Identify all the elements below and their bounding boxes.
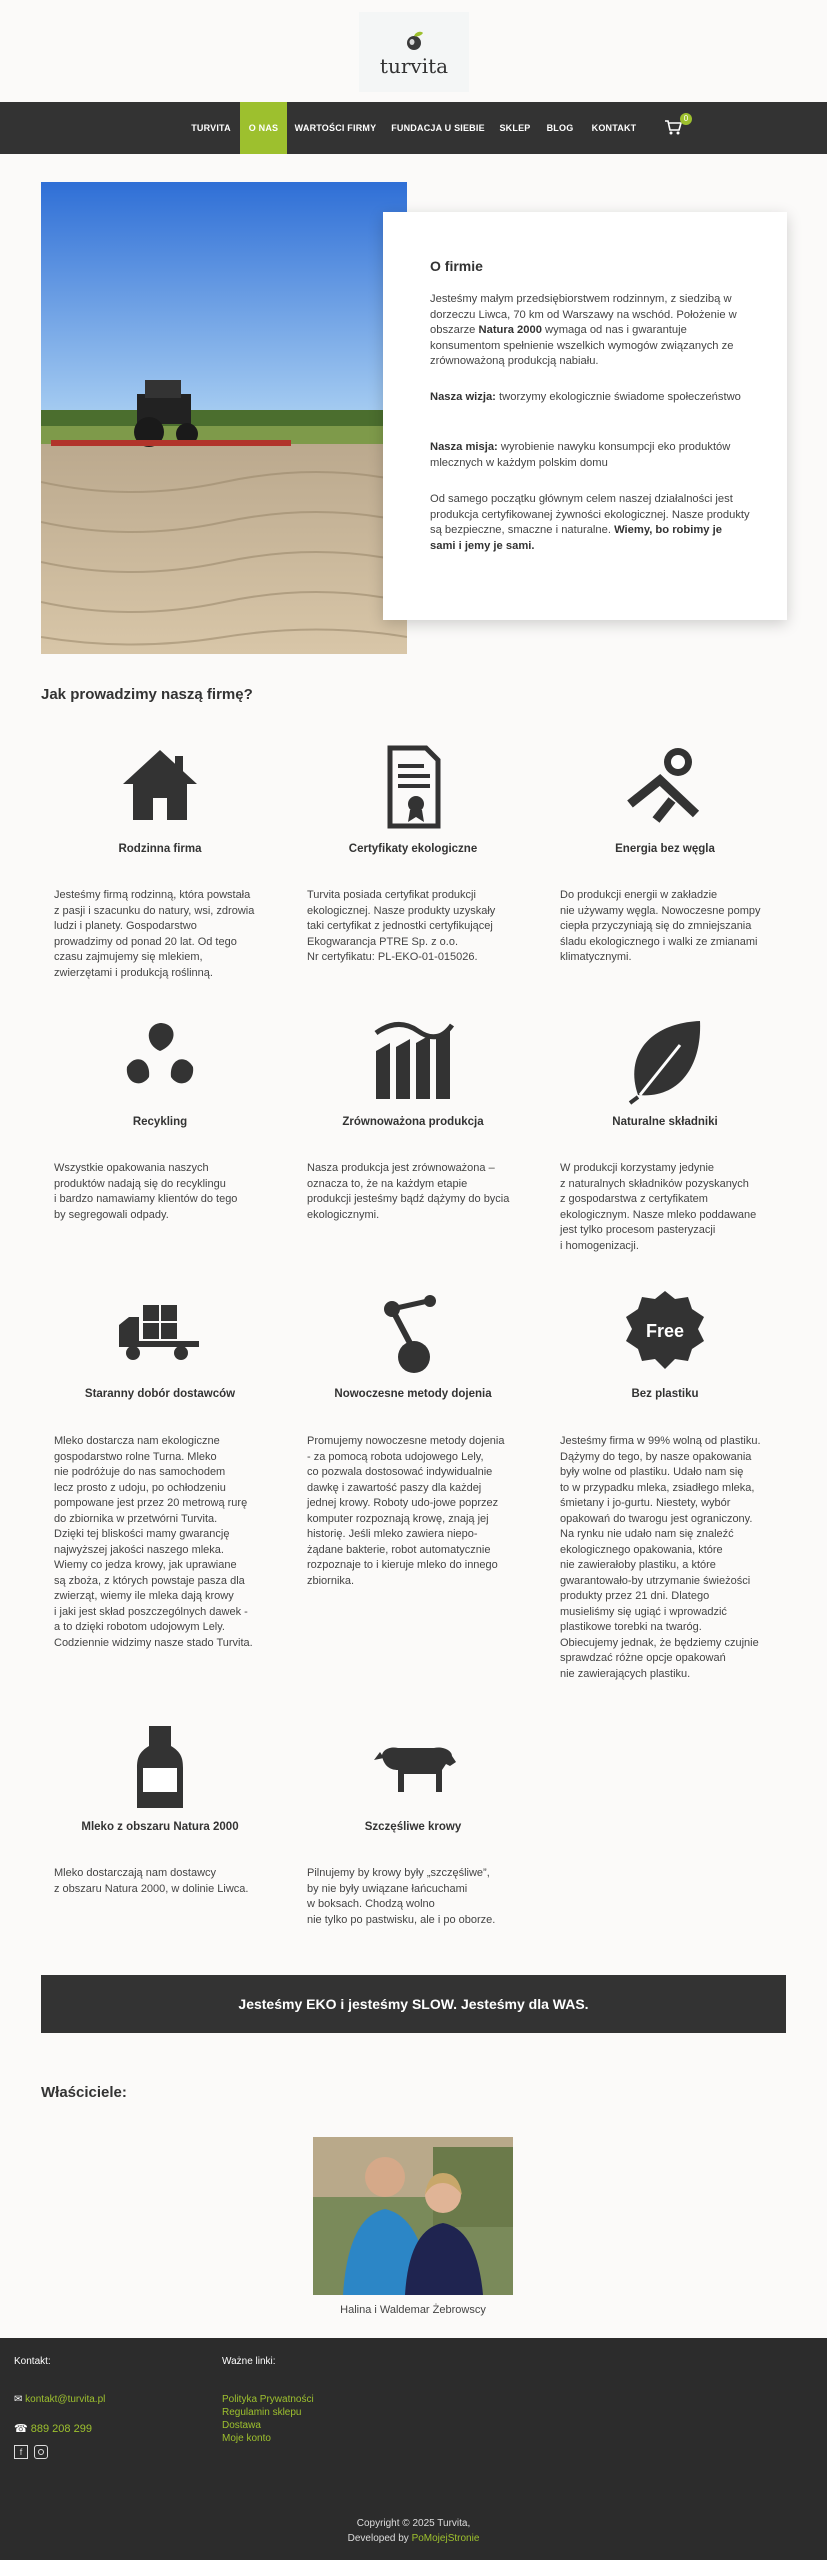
mail-icon: ✉ xyxy=(14,2394,26,2405)
feature-description: Jesteśmy firma w 99% wolną od plastiku. Dążymy do tego, by nasze opakowania były wolne od plastiku. Udało nam się to w przypadku mleka, zsiadłego mleka, śmietany i jo-gurtu. Niestety, wybór opakowań do twarogu jest ograniczony. Na rynku nie udało nam się znaleźć ekologicznego opakowania, które nie zawierałoby plastiku, a które gwarantowało-by utrzymanie świeżości produkty przez 21 dni. Dlatego musieliśmy się ugiąć i wprowadzić plastikowe torebki na twaróg. Obiecujemy jednak, że będziemy czujnie sprawdzać różne opcje opakowań nie zawierających plastiku. xyxy=(560,1435,761,1680)
feature-description: W produkcji korzystamy jedynie z naturalnych składników pozyskanych z gospodarstwa z certyfikatem ekologicznym. Nasze mleko poddawane jest tylko procesom pasteryzacji i homogenizacji. xyxy=(560,1162,757,1252)
nav-item-turvita[interactable]: TURVITA xyxy=(191,123,231,133)
instagram-icon[interactable] xyxy=(34,2445,48,2459)
footer-contact-heading: Kontakt: xyxy=(14,2356,51,2367)
how-heading: Jak prowadzimy naszą firmę? xyxy=(41,686,253,703)
feature-title: Bez plastiku xyxy=(631,1388,699,1400)
nav-item-fundacja[interactable]: FUNDACJA U SIEBIE xyxy=(391,123,485,133)
free-badge-icon xyxy=(620,1287,710,1377)
feature-description: Pilnujemy by krowy były „szczęśliwe”, by nie były uwiązane łańcuchami w boksach. Chodzą wolno nie tylko po pastwisku, ale i po oborze. xyxy=(307,1867,496,1926)
owners-photo xyxy=(313,2137,513,2295)
feature-title: Staranny dobór dostawców xyxy=(84,1388,236,1400)
footer-link-delivery[interactable]: Dostawa xyxy=(222,2420,261,2431)
footer xyxy=(0,2338,827,2560)
main-navigation xyxy=(0,102,827,154)
feature-title: Rodzinna firma xyxy=(118,843,202,855)
milk-bottle-icon xyxy=(115,1722,205,1812)
owners-heading: Właściciele: xyxy=(41,2084,127,2101)
footer-link-terms[interactable]: Regulamin sklepu xyxy=(222,2407,302,2418)
logo-text: turvita xyxy=(379,54,449,78)
feature-title: Energia bez węgla xyxy=(615,843,715,855)
about-title: O firmie xyxy=(430,258,483,274)
footer-link-account[interactable]: Moje konto xyxy=(222,2433,271,2444)
logo-leaf-icon xyxy=(403,30,425,52)
about-paragraph-goal: Od samego początku głównym celem naszej działalności jest produkcja certyfikowanej żywności ekologicznej. Nasze produkty są bezpieczne, smaczne i naturalne. Wiemy, bo robimy je sami i jemy je sami. xyxy=(430,493,750,552)
facebook-icon[interactable]: f xyxy=(14,2445,28,2459)
slogan-banner: Jesteśmy EKO i jesteśmy SLOW. Jesteśmy dla WAS. xyxy=(41,1975,786,2033)
robot-arm-icon xyxy=(368,1287,458,1377)
feature-description: Promujemy nowoczesne metody dojenia - za pomocą robota udojowego Lely, co pozwala dostosować indywidualnie dawkę i zawartość paszy dla każdej jednej krowy. Roboty udo-jowe poprzez komputer rozpoznają krowę, znają jej historię. Jeśli mleko zawiera niepo- żądane bakterie, robot automatycznie rozpoznaje to i kieruje mleko do innego zbiornika. xyxy=(307,1435,505,1587)
feature-title: Mleko z obszaru Natura 2000 xyxy=(81,1821,239,1833)
footer-phone[interactable]: ☎ 889 208 299 xyxy=(14,2423,92,2435)
tractor-field-photo xyxy=(41,182,407,654)
no-coal-icon xyxy=(620,742,710,832)
feature-description: Mleko dostarczają nam dostawcy z obszaru Natura 2000, w dolinie Liwca. xyxy=(54,1867,249,1895)
feature-description: Do produkcji energii w zakładzie nie używamy węgla. Nowoczesne pompy ciepła przyczyniają się do zmniejszania śladu ekologicznego i walki ze zmianami klimatycznymi. xyxy=(560,889,761,963)
feature-description: Mleko dostarcza nam ekologiczne gospodarstwo rolne Turna. Mleko nie podróżuje do nas samochodem lecz prosto z udoju, po ochłodzeniu pompowane jest przez 20 metrową rurę do zbiornika w przetwórni Turvita. Dzięki tej bliskości mamy gwarancję najwyższej jakości naszego mleka. Wiemy co jedza krowy, jak uprawiane są zboża, z których powstaje pasza dla zwierząt, wiemy ile mleka dają krowy i jaki jest skład poszczególnych dawek - a to dzięki robotom udojowym Lely. Codziennie widzimy nasze stado Turvita. xyxy=(54,1435,253,1649)
feature-description: Wszystkie opakowania naszych produktów nadają się do recyklingu i bardzo namawiamy klientów do tego by segregowali odpady. xyxy=(54,1162,238,1221)
footer-developed-by: Developed by PoMojejStronie xyxy=(347,2533,480,2544)
truck-icon xyxy=(115,1287,205,1377)
recycling-icon xyxy=(115,1015,205,1105)
footer-copyright: Copyright © 2025 Turvita, xyxy=(356,2518,471,2529)
nav-item-sklep[interactable]: SKLEP xyxy=(499,123,531,133)
developer-link[interactable]: PoMojejStronie xyxy=(411,2533,480,2544)
feature-title: Zrównoważona produkcja xyxy=(342,1116,484,1128)
about-mission: Nasza misja: wyrobienie nawyku konsumpcji eko produktów mlecznych w każdym polskim domu xyxy=(430,441,731,469)
footer-email[interactable]: ✉ kontakt@turvita.pl xyxy=(14,2394,106,2405)
owners-caption: Halina i Waldemar Żebrowscy xyxy=(340,2304,486,2316)
footer-links-heading: Ważne linki: xyxy=(222,2356,276,2367)
nav-item-o-nas[interactable]: O NAS xyxy=(240,102,287,154)
footer-link-privacy[interactable]: Polityka Prywatności xyxy=(222,2394,314,2405)
feature-title: Nowoczesne metody dojenia xyxy=(334,1388,492,1400)
nav-item-blog[interactable]: BLOG xyxy=(546,123,574,133)
factory-icon xyxy=(368,1015,458,1105)
feature-title: Szczęśliwe krowy xyxy=(364,1821,462,1833)
nav-item-kontakt[interactable]: KONTAKT xyxy=(591,123,637,133)
feature-description: Jesteśmy firmą rodzinną, która powstała z pasji i szacunku do natury, wsi, zdrowia ludzi i planety. Gospodarstwo prowadzimy od ponad 20 lat. Od tego czasu zajmujemy się mlekiem, zwierzętami i produkcją roślinną. xyxy=(54,889,255,979)
phone-icon: ☎ xyxy=(14,2423,31,2435)
logo[interactable] xyxy=(359,12,469,92)
feature-title: Naturalne składniki xyxy=(612,1116,718,1128)
feature-title: Recykling xyxy=(132,1116,188,1128)
nav-item-wartosci-firmy[interactable]: WARTOŚCI FIRMY xyxy=(294,123,377,133)
about-card xyxy=(383,212,787,620)
house-icon xyxy=(115,742,205,832)
feature-description: Turvita posiada certyfikat produkcji ekologicznej. Nasze produkty uzyskały taki certyfikat z jednostki certyfikującej Ekogwarancja PTRE Sp. z o.o. Nr certyfikatu: PL-EKO-01-015026. xyxy=(307,889,496,963)
cow-icon xyxy=(368,1722,458,1812)
feature-title: Certyfikaty ekologiczne xyxy=(348,843,478,855)
leaf-icon xyxy=(620,1015,710,1105)
cart-count-badge: 0 xyxy=(680,113,692,125)
certificate-icon xyxy=(368,742,458,832)
about-vision: Nasza wizja: tworzymy ekologicznie świadome społeczeństwo xyxy=(430,391,741,403)
about-paragraph-intro: Jesteśmy małym przedsiębiorstwem rodzinnym, z siedzibą w dorzeczu Liwca, 70 km od Warszawy na wschód. Położenie w obszarze Natura 2000 wymaga od nas i gwarantuje konsumentom spełnienie wszelkich wymogów związanych ze zrównoważoną produkcją nabiału. xyxy=(430,293,737,367)
svg-text:Free: Free xyxy=(645,1321,685,1341)
feature-description: Nasza produkcja jest zrównoważona – oznacza to, że na każdym etapie produkcji jesteśmy bądź dążymy do bycia ekologicznymi. xyxy=(307,1162,510,1221)
